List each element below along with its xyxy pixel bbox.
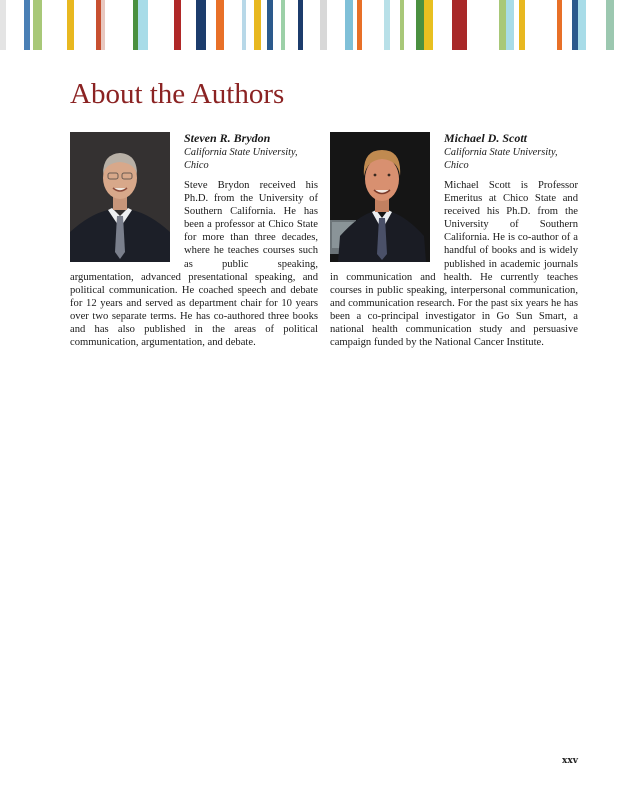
stripe: [578, 0, 586, 50]
stripe: [24, 0, 30, 50]
author-photo: [330, 132, 430, 262]
stripe: [298, 0, 303, 50]
author-bio: Michael Scott is Professor Emeritus at Chico State and received his Ph.D. from the University of Southern California. He is co-author of a handful of books and is widely published in academic journals in communication and health. He currently teaches courses in public speaking, interpersonal communication, and communication research. For the past six years he has been a co-principal investigator in Go Sun Smart, a national health communication study and persuasive campaign funded by the National Cancer Institute.: [330, 180, 578, 349]
stripe: [606, 0, 614, 50]
stripe: [519, 0, 525, 50]
stripe: [345, 0, 353, 50]
stripe: [320, 0, 327, 50]
author-entry: [70, 131, 318, 349]
stripe: [138, 0, 148, 50]
stripe: [416, 0, 424, 50]
stripe: [499, 0, 506, 50]
stripe: [357, 0, 362, 50]
stripe: [33, 0, 42, 50]
stripe: [400, 0, 404, 50]
stripe: [506, 0, 514, 50]
stripe: [242, 0, 246, 50]
author-affiliation: California State University, Chico: [184, 147, 298, 171]
author-photo: [70, 132, 170, 262]
stripe: [174, 0, 181, 50]
author-entry: [330, 131, 578, 349]
author-affiliation: California State University, Chico: [444, 147, 558, 171]
author-bio: Steve Brydon received his Ph.D. from the University of Southern California. He has been a professor at Chico State for more than three decades, where he teaches courses such as public speaking, argumentation, advanced presentational speaking, and political communication. He coached speech and debate for 12 years and served as department chair for 10 years over two separate terms. He has co-authored three books and has also published in the areas of political communication, argumentation, and debate.: [70, 180, 318, 349]
stripe: [196, 0, 206, 50]
stripe: [424, 0, 433, 50]
author-name: Michael D. Scott: [444, 131, 527, 145]
stripe: [216, 0, 224, 50]
stripe: [452, 0, 467, 50]
stripe: [101, 0, 105, 50]
decorative-stripe-banner: [0, 0, 633, 50]
stripe: [67, 0, 74, 50]
stripe: [281, 0, 285, 50]
stripe: [0, 0, 6, 50]
stripe: [254, 0, 261, 50]
stripe: [557, 0, 562, 50]
stripe: [267, 0, 273, 50]
page-number: xxv: [562, 756, 578, 766]
stripe: [384, 0, 390, 50]
page-title: About the Authors: [70, 78, 285, 110]
author-name: Steven R. Brydon: [184, 131, 271, 145]
